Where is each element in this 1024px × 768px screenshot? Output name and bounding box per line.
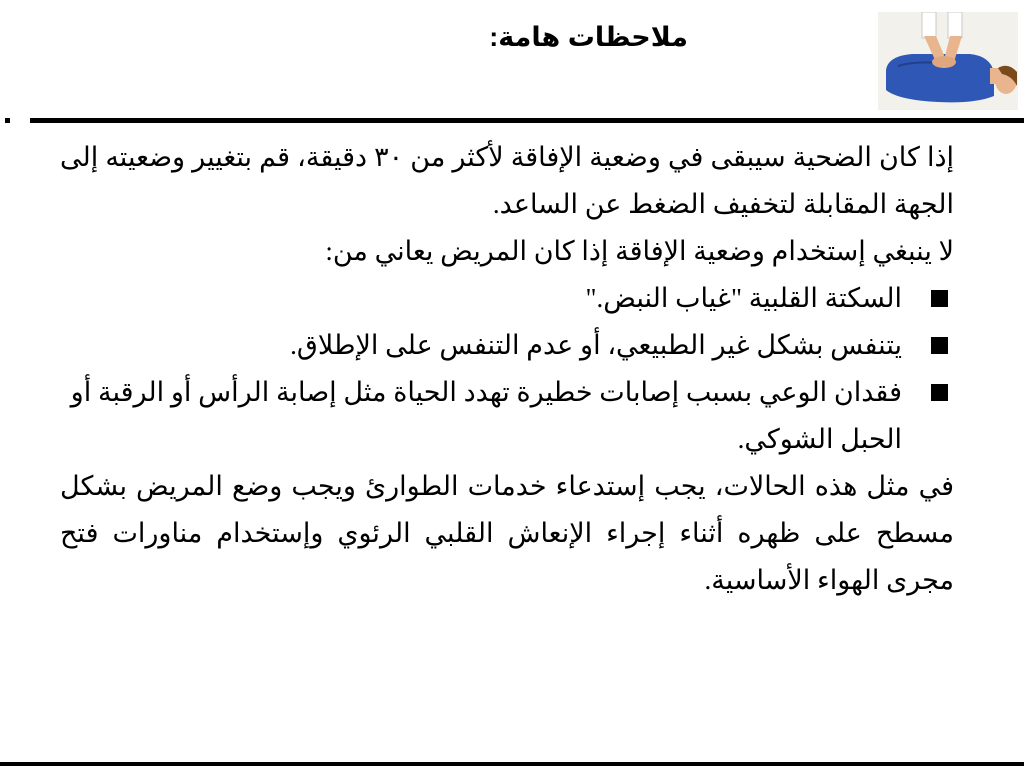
contraindications-list — [60, 275, 954, 463]
square-bullet-icon — [931, 384, 948, 401]
top-rule-dot — [5, 118, 10, 123]
cpr-illustration-icon — [878, 12, 1018, 110]
slide-title: ملاحظات هامة: — [489, 22, 688, 52]
paragraph-contraindications-intro: لا ينبغي إستخدام وضعية الإفاقة إذا كان المريض يعاني من: — [325, 236, 954, 266]
paragraph-recovery-duration: إذا كان الضحية سيبقى في وضعية الإفاقة لأكثر من ٣٠ دقيقة، قم بتغيير وضعيته إلى الجهة المقابلة لتخفيف الضغط عن الساعد. — [60, 142, 954, 219]
list-item-text: يتنفس بشكل غير الطبيعي، أو عدم التنفس على الإطلاق. — [290, 330, 902, 360]
paragraph-emergency-action: في مثل هذه الحالات، يجب إستدعاء خدمات الطوارئ ويجب وضع المريض بشكل مسطح على ظهره أثناء إجراء الإنعاش القلبي الرئوي وإستخدام مناورات فتح مجرى الهواء الأساسية. — [60, 471, 954, 595]
square-bullet-icon — [931, 337, 948, 354]
square-bullet-icon — [931, 290, 948, 307]
list-item — [60, 322, 954, 369]
list-item — [60, 275, 954, 322]
top-rule — [30, 118, 1024, 123]
list-item-text: فقدان الوعي بسبب إصابات خطيرة تهدد الحياة مثل إصابة الرأس أو الرقبة أو الحبل الشوكي. — [70, 377, 902, 454]
bottom-rule — [0, 762, 1024, 766]
list-item-text: السكتة القلبية "غياب النبض." — [585, 283, 902, 313]
slide-body — [60, 134, 954, 604]
list-item — [60, 369, 954, 463]
